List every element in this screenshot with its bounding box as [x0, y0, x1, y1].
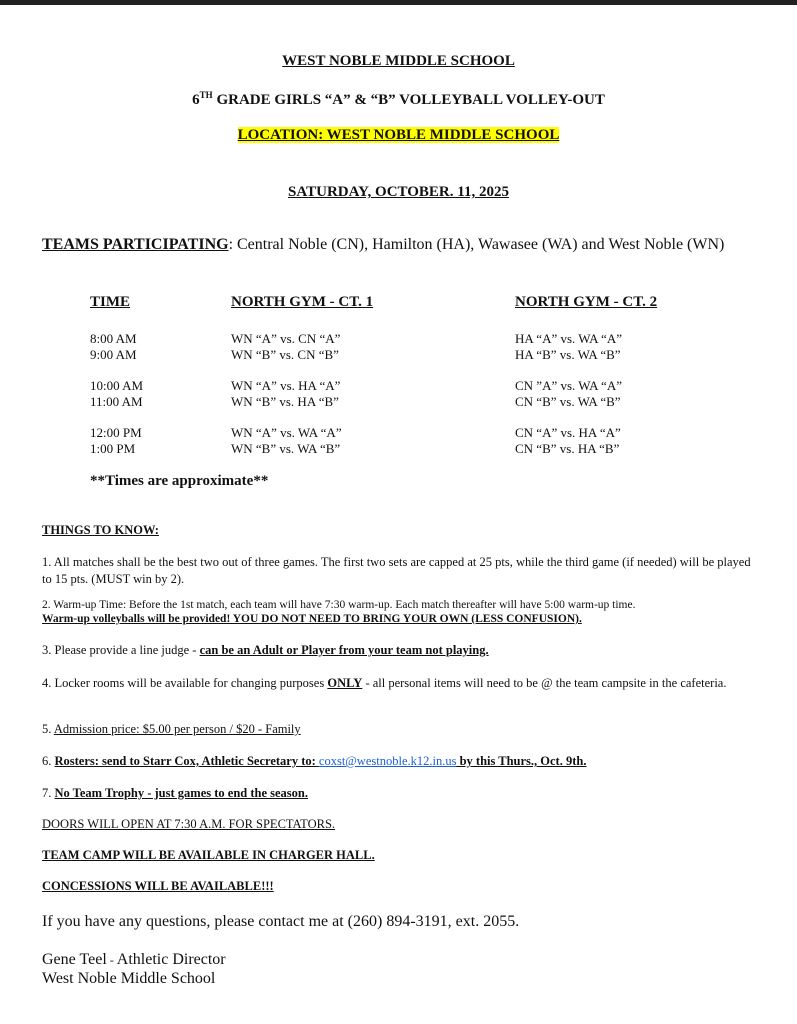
- schedule-time: 11:00 AM: [90, 394, 143, 409]
- location: [0, 127, 797, 144]
- item-6-deadline: by this Thurs., Oct. 9th.: [456, 754, 587, 768]
- signature-name: [42, 951, 226, 969]
- item-6: [42, 754, 586, 769]
- col-header-court2: NORTH GYM - CT. 2: [515, 294, 658, 310]
- item-6-number: 6.: [42, 754, 55, 768]
- item-2: 2. Warm-up Time: Before the 1st match, each team will have 7:30 warm-up. Each match thereafter will have 5:00 warm-up time.: [42, 599, 636, 611]
- director-name: Gene Teel: [42, 951, 107, 968]
- schedule-ct2: CN “B” vs. HA “B”: [515, 441, 620, 456]
- col-header-time: TIME: [90, 294, 131, 310]
- schedule-ct2: CN ”A” vs. WA “A”: [515, 378, 622, 393]
- signature-school: West Noble Middle School: [42, 970, 216, 987]
- teams-participating: [42, 236, 724, 254]
- schedule-ct1: WN “B” vs. WA “B”: [231, 441, 341, 456]
- grade-suffix: TH: [199, 90, 213, 100]
- schedule-ct1: WN “A” vs. CN “A”: [231, 331, 341, 346]
- teams-label: TEAMS PARTICIPATING: [42, 236, 229, 253]
- doors-note: DOORS WILL OPEN AT 7:30 A.M. FOR SPECTATORS.: [42, 817, 336, 831]
- schedule-time: 9:00 AM: [90, 347, 137, 362]
- event-name: GRADE GIRLS “A” & “B” VOLLEYBALL VOLLEY-OUT: [216, 92, 605, 108]
- camp-note: TEAM CAMP WILL BE AVAILABLE IN CHARGER HALL.: [42, 848, 375, 862]
- item-4-rest: - all personal items will need to be @ the team campsite in the cafeteria.: [362, 676, 727, 690]
- schedule-time: 8:00 AM: [90, 331, 137, 346]
- schedule-ct1: WN “A” vs. HA “A”: [231, 378, 341, 393]
- item-4: [42, 675, 742, 692]
- schedule-ct2: CN “A” vs. HA “A”: [515, 425, 621, 440]
- item-5: [42, 722, 301, 737]
- event-date: SATURDAY, OCTOBER. 11, 2025: [288, 184, 509, 200]
- event-title: [0, 90, 797, 109]
- schedule-ct1: WN “B” vs. HA “B”: [231, 394, 339, 409]
- top-bar: [0, 0, 797, 5]
- item-6-text: Rosters: send to Starr Cox, Athletic Secretary to:: [54, 754, 319, 768]
- schedule-time: 10:00 AM: [90, 378, 144, 393]
- item-5-text: Admission price: $5.00 per person / $20 - Family: [53, 722, 301, 736]
- schedule-ct1: WN “A” vs. WA “A”: [231, 425, 342, 440]
- schedule-ct2: HA “B” vs. WA “B”: [515, 347, 621, 362]
- location-text: LOCATION: WEST NOBLE MIDDLE SCHOOL: [237, 127, 560, 143]
- item-7-number: 7.: [42, 786, 55, 800]
- contact-line: If you have any questions, please contact me at (260) 894-3191, ext. 2055.: [42, 913, 520, 930]
- teams-list: : Central Noble (CN), Hamilton (HA), Wawasee (WA) and West Noble (WN): [228, 236, 725, 253]
- item-7-text: No Team Trophy - just games to end the season.: [54, 786, 308, 800]
- times-note: **Times are approximate**: [90, 473, 269, 489]
- item-2-note: Warm-up volleyballs will be provided! YOU DO NOT NEED TO BRING YOUR OWN (LESS CONFUSION).: [42, 613, 582, 625]
- item-4-emphasis: ONLY: [327, 676, 363, 690]
- item-3: [42, 643, 489, 658]
- item-1: 1. All matches shall be the best two out of three games. The first two sets are capped at 25 pts, while the third game (if needed) will be played to 15 pts. (MUST win by 2).: [42, 555, 751, 586]
- things-title: THINGS TO KNOW:: [42, 523, 159, 537]
- item-3-text: 3. Please provide a line judge -: [42, 643, 200, 657]
- separator: -: [106, 953, 117, 967]
- schedule-time: 1:00 PM: [90, 441, 136, 456]
- item-7: [42, 786, 308, 801]
- concessions-note: CONCESSIONS WILL BE AVAILABLE!!!: [42, 879, 274, 893]
- school-title: WEST NOBLE MIDDLE SCHOOL: [282, 53, 515, 69]
- item-4-text: 4. Locker rooms will be available for changing purposes: [42, 676, 328, 690]
- item-5-number: 5.: [42, 722, 54, 736]
- email-link[interactable]: coxst@westnoble.k12.in.us: [318, 754, 457, 768]
- item-3-emphasis: can be an Adult or Player from your team not playing.: [199, 643, 489, 657]
- col-header-court1: NORTH GYM - CT. 1: [231, 294, 374, 310]
- director-role: Athletic Director: [116, 951, 226, 968]
- schedule-ct2: HA “A” vs. WA “A”: [515, 331, 622, 346]
- schedule-time: 12:00 PM: [90, 425, 142, 440]
- grade: 6: [192, 92, 200, 108]
- schedule-ct2: CN “B” vs. WA “B”: [515, 394, 621, 409]
- schedule-ct1: WN “B” vs. CN “B”: [231, 347, 339, 362]
